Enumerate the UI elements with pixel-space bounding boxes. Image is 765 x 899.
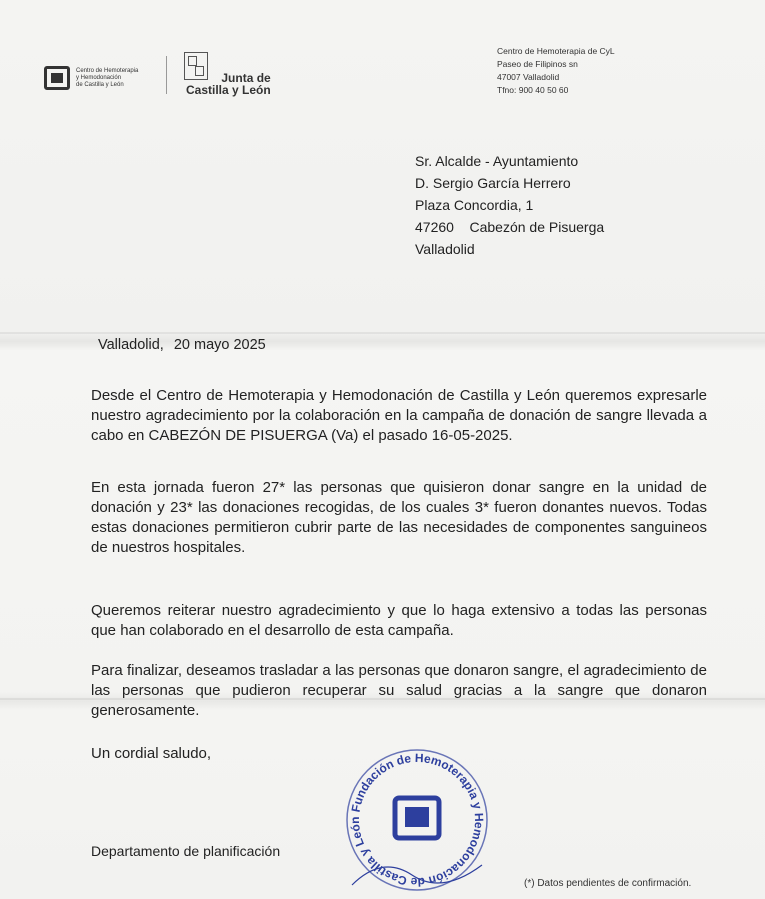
closing-greeting: Un cordial saludo, — [91, 745, 212, 762]
sender-address: Centro de Hemoterapia de CyL Paseo de Filipinos sn 47007 Valladolid Tfno: 900 40 50 60 — [497, 46, 615, 95]
stamp-text: Fundación de Hemoterapia y Hemodonación de Castilla y León — [347, 750, 487, 890]
body-paragraph: Desde el Centro de Hemoterapia y Hemodonación de Castilla y León queremos expresarle nuestro agradecimiento por la colaboración en la campaña de donación de sangre llevada a cabo en CABEZÓN DE PISUERGA (Va) el pasado 16-05-2025. — [91, 387, 707, 444]
hemoterapia-logo-text: Centro de Hemoterapia y Hemodonación de Castilla y León — [76, 67, 139, 88]
recipient-address: Sr. Alcalde - Ayuntamiento D. Sergio García Herrero Plaza Concordia, 1 47260 Cabezón de Pisuerga Valladolid — [415, 153, 605, 257]
hemoterapia-logo — [44, 66, 138, 90]
paper-fold — [0, 332, 765, 334]
logo-divider — [166, 56, 167, 94]
letter-date: Valladolid, 20 mayo 2025 — [98, 337, 266, 353]
hemoterapia-logo-icon — [44, 66, 70, 90]
body-paragraph: Queremos reiterar nuestro agradecimiento y que lo haga extensivo a todas las personas que han colaborado en el desarrollo de esta campaña. — [91, 602, 707, 639]
body-paragraph: Para finalizar, deseamos trasladar a las personas que donaron sangre, el agradecimiento de las personas que pudieron recuperar su salud gracias a la sangre que donaron generosamente. — [91, 662, 707, 719]
body-paragraph: En esta jornada fueron 27* las personas que quisieron donar sangre en la unidad de donación y 23* las donaciones recogidas, de los cuales 3* fueron donantes nuevos. Todas estas donaciones permitieron cubrir parte de las necesidades de componentes sanguineos de nuestros hospitales. — [91, 479, 707, 556]
junta-logo-text: Junta de Castilla y León — [186, 71, 271, 97]
foundation-stamp — [342, 745, 492, 895]
department-signature: Departamento de planificación — [91, 843, 281, 859]
footnote: (*) Datos pendientes de confirmación. — [524, 878, 692, 889]
